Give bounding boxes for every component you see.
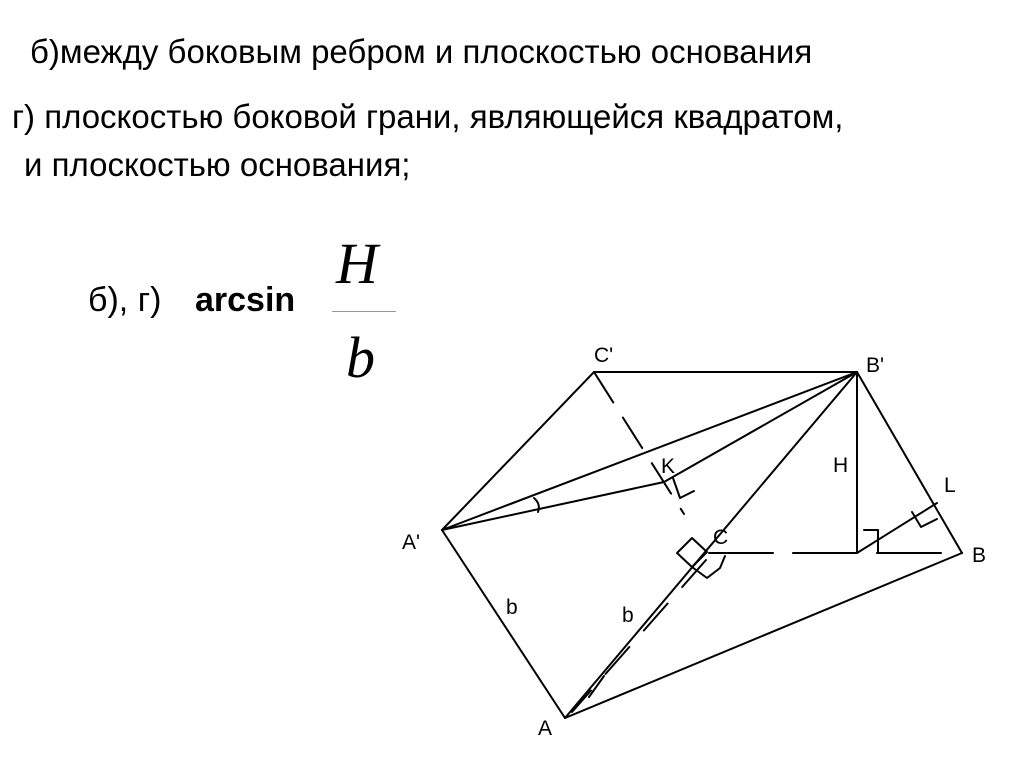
label-edge-mid: b: [622, 604, 634, 627]
label-a-top: A': [402, 531, 421, 554]
label-edge-left: b: [506, 596, 518, 619]
answer-prefix: б), г): [88, 281, 162, 319]
answer-function: arcsin: [195, 281, 296, 319]
label-c-top: C': [594, 344, 614, 367]
line-k-b-top: [664, 372, 857, 482]
edge-a-top-a: [442, 530, 565, 718]
right-angle-mark-k: [673, 478, 694, 498]
label-b-top: B': [866, 354, 885, 377]
label-k: K: [661, 455, 676, 478]
line-to-l: [857, 503, 937, 553]
right-angle-mark-l: [912, 512, 937, 527]
right-angle-mark-c2: [692, 556, 725, 578]
label-b: B: [972, 544, 987, 567]
edge-b-top-b: [857, 372, 962, 553]
edge-a-top-b-top: [442, 372, 857, 530]
fraction-denominator: b: [346, 325, 375, 390]
text-item-g-line2: и плоскостью основания;: [24, 146, 411, 183]
line-a-top-k: [442, 482, 664, 530]
text-item-g-line1: г) плоскостью боковой грани, являющейся квадратом,: [12, 98, 844, 135]
label-a: A: [538, 717, 553, 740]
label-height: H: [833, 454, 849, 477]
text-item-b: б)между боковым ребром и плоскостью основания: [30, 33, 813, 70]
fraction-numerator: H: [336, 231, 378, 296]
label-l: L: [944, 474, 956, 497]
edge-a-top-c-top: [442, 372, 594, 530]
diagonal-a-b-top: [565, 372, 857, 718]
edge-a-b: [565, 553, 962, 718]
hidden-edge-c-a: [572, 560, 706, 712]
label-c: C: [713, 526, 729, 549]
